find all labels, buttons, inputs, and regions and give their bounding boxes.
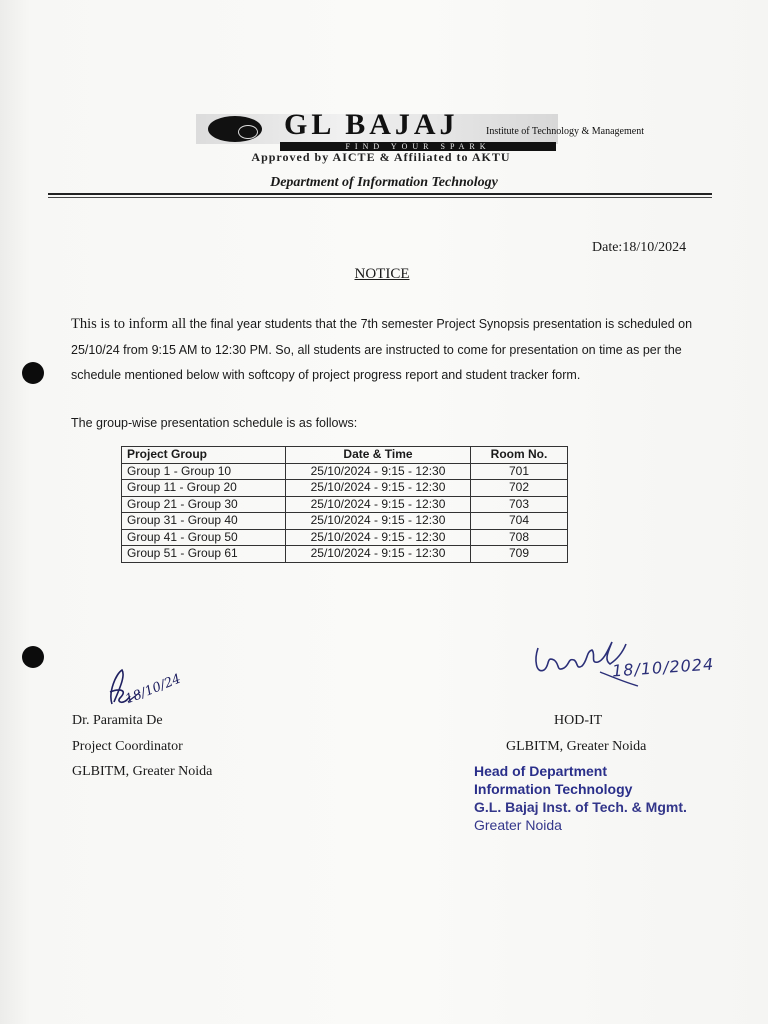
punch-hole (22, 362, 44, 384)
table-row (122, 463, 568, 480)
column-header: Date & Time (286, 447, 471, 464)
table-header-row (122, 447, 568, 464)
approval-line: Approved by AICTE & Affiliated to AKTU (251, 150, 511, 164)
brand-name: GL BAJAJ (284, 108, 459, 141)
room-cell: 708 (471, 529, 568, 546)
date-time-cell: 25/10/2024 - 9:15 - 12:30 (286, 480, 471, 497)
body-lead: This is to inform all (71, 316, 187, 332)
date-time-cell: 25/10/2024 - 9:15 - 12:30 (286, 496, 471, 513)
header-rule (48, 197, 712, 198)
column-header: Room No. (471, 447, 568, 464)
group-range-cell: Group 1 - Group 10 (122, 463, 286, 480)
stamp-line: Information Technology (474, 781, 633, 797)
date-time-cell: 25/10/2024 - 9:15 - 12:30 (286, 546, 471, 563)
stamp-line: Head of Department (474, 763, 608, 779)
table-row (122, 546, 568, 563)
header-rule (48, 193, 712, 195)
table-row (122, 496, 568, 513)
institute-logo (196, 108, 644, 164)
body-text: the final year students that the 7th semester Project Synopsis presentation is scheduled on 25/10/24 from 9:15 AM to 12:30 PM. So, all students are instructed to come for presentation on time as per the schedule mentioned below with softcopy of project progress report and student tracker form. (71, 317, 693, 382)
date-time-cell: 25/10/2024 - 9:15 - 12:30 (286, 463, 471, 480)
notice-body (71, 312, 701, 389)
stamp-line: G.L. Bajaj Inst. of Tech. & Mgmt. (474, 799, 687, 815)
room-cell: 709 (471, 546, 568, 563)
department-stamp (474, 762, 687, 834)
table-row (122, 513, 568, 530)
notice-date: Date:18/10/2024 (592, 240, 687, 255)
coordinator-role: Project Coordinator (72, 738, 183, 754)
room-cell: 703 (471, 496, 568, 513)
hod-role: HOD-IT (554, 713, 603, 728)
group-range-cell: Group 21 - Group 30 (122, 496, 286, 513)
group-range-cell: Group 51 - Group 61 (122, 546, 286, 563)
department-heading: Department of Information Technology (270, 175, 498, 190)
date-time-cell: 25/10/2024 - 9:15 - 12:30 (286, 513, 471, 530)
group-range-cell: Group 11 - Group 20 (122, 480, 286, 497)
hod-org: GLBITM, Greater Noida (506, 738, 647, 754)
table-row (122, 529, 568, 546)
coordinator-handwritten-date: 18/10/24 (123, 671, 184, 708)
table-row (122, 480, 568, 497)
brand-subtitle: Institute of Technology & Management (486, 126, 644, 137)
date-time-cell: 25/10/2024 - 9:15 - 12:30 (286, 529, 471, 546)
emblem-icon (208, 116, 262, 142)
stamp-line: Greater Noida (474, 817, 562, 833)
room-cell: 702 (471, 480, 568, 497)
hod-handwritten-date: 18/10/2024 (611, 654, 715, 681)
schedule-intro: The group-wise presentation schedule is as follows: (71, 416, 358, 430)
group-range-cell: Group 41 - Group 50 (122, 529, 286, 546)
coordinator-name: Dr. Paramita De (72, 713, 163, 728)
room-cell: 704 (471, 513, 568, 530)
room-cell: 701 (471, 463, 568, 480)
tagline: FIND YOUR SPARK (280, 142, 556, 151)
notice-title: NOTICE (354, 266, 410, 282)
punch-hole (22, 646, 44, 668)
coordinator-org: GLBITM, Greater Noida (72, 764, 213, 779)
column-header: Project Group (122, 447, 286, 464)
coordinator-block (72, 708, 212, 785)
group-range-cell: Group 31 - Group 40 (122, 513, 286, 530)
schedule-table (121, 446, 568, 563)
hod-block (506, 708, 646, 759)
